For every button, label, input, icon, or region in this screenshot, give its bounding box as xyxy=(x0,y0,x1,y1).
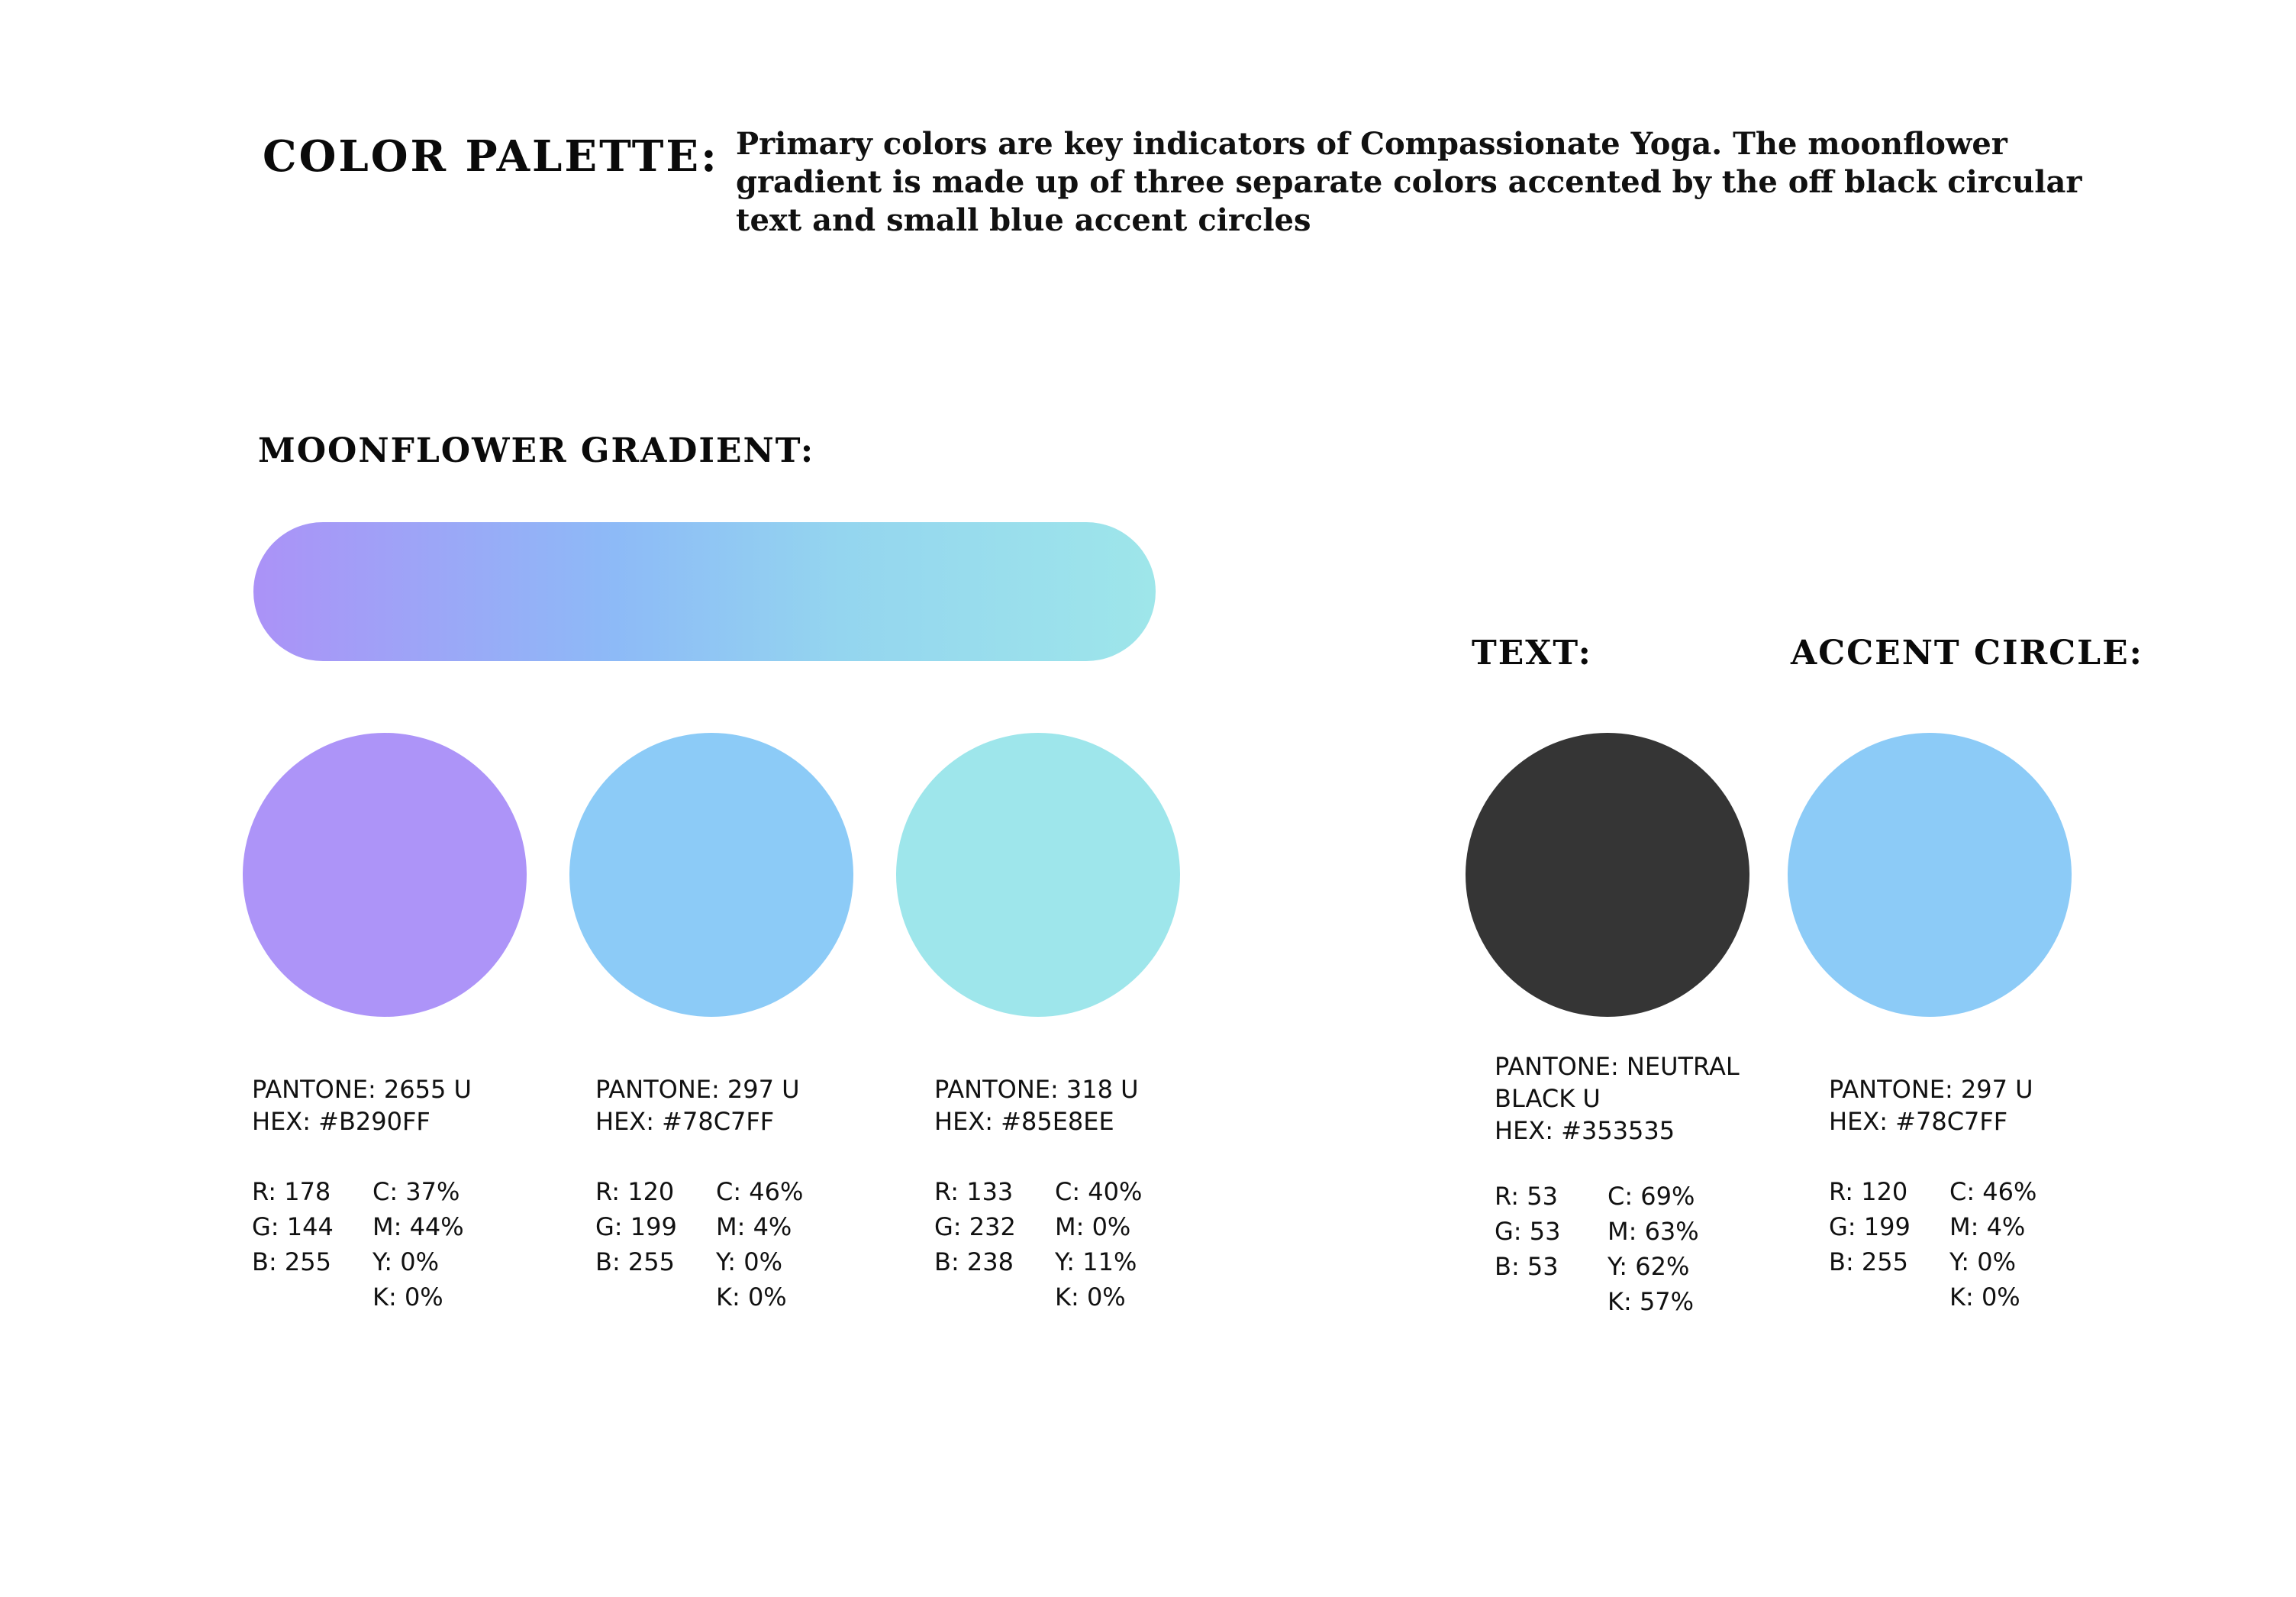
color-values xyxy=(595,1174,804,1327)
color-values xyxy=(252,1174,472,1327)
accent-circle-heading: ACCENT CIRCLE: xyxy=(1791,634,2143,673)
cmyk-k: K: 0% xyxy=(1055,1282,1126,1311)
pantone-label: PANTONE: 2655 U xyxy=(252,1075,472,1104)
rgb-b: B: 255 xyxy=(595,1247,675,1276)
moonflower-gradient-bar xyxy=(253,522,1156,661)
palette-description: Primary colors are key indicators of Compassionate Yoga. The moonflower gradient is made up of three separate colors accented by the off black circular text and small blue accent circles xyxy=(736,126,2082,238)
swatch-pantone-2655 xyxy=(243,733,527,1017)
rgb-g: G: 199 xyxy=(595,1212,677,1241)
cmyk-m: M: 4% xyxy=(716,1212,792,1241)
swatch-pantone-297 xyxy=(569,733,853,1017)
rgb-g: G: 199 xyxy=(1829,1212,1911,1241)
cmyk-k: K: 0% xyxy=(716,1282,787,1311)
color-info-318 xyxy=(934,1073,1143,1327)
cmyk-c: C: 37% xyxy=(372,1177,460,1206)
cmyk-k: K: 0% xyxy=(372,1282,443,1311)
hex-label: HEX: #85E8EE xyxy=(934,1107,1114,1136)
cmyk-c: C: 46% xyxy=(1949,1177,2037,1206)
cmyk-y: Y: 0% xyxy=(716,1247,783,1276)
cmyk-m: M: 0% xyxy=(1055,1212,1131,1241)
cmyk-k: K: 0% xyxy=(1949,1282,2020,1311)
hex-label: HEX: #353535 xyxy=(1495,1116,1675,1145)
text-color-heading: TEXT: xyxy=(1472,634,1592,673)
rgb-r: R: 120 xyxy=(1829,1177,1908,1206)
cmyk-m: M: 63% xyxy=(1608,1217,1699,1246)
moonflower-gradient-heading: MOONFLOWER GRADIENT: xyxy=(258,431,815,470)
rgb-g: G: 144 xyxy=(252,1212,334,1241)
cmyk-y: Y: 11% xyxy=(1055,1247,1137,1276)
color-values xyxy=(1829,1174,2037,1327)
rgb-b: B: 255 xyxy=(252,1247,331,1276)
rgb-g: G: 53 xyxy=(1495,1217,1561,1246)
hex-label: HEX: #B290FF xyxy=(252,1107,430,1136)
pantone-label: PANTONE: 297 U xyxy=(595,1075,800,1104)
cmyk-m: M: 4% xyxy=(1949,1212,2026,1241)
color-info-neutral-black xyxy=(1495,1050,1785,1331)
swatch-accent-297 xyxy=(1788,733,2072,1017)
cmyk-c: C: 40% xyxy=(1055,1177,1143,1206)
cmyk-y: Y: 0% xyxy=(1949,1247,2017,1276)
rgb-r: R: 178 xyxy=(252,1177,331,1206)
cmyk-k: K: 57% xyxy=(1608,1287,1695,1316)
color-values xyxy=(1495,1179,1785,1331)
rgb-b: B: 238 xyxy=(934,1247,1014,1276)
color-values xyxy=(934,1174,1143,1327)
cmyk-y: Y: 0% xyxy=(372,1247,440,1276)
cmyk-c: C: 46% xyxy=(716,1177,804,1206)
page-title: COLOR PALETTE: xyxy=(263,131,719,182)
pantone-label: PANTONE: NEUTRAL BLACK U xyxy=(1495,1052,1740,1113)
cmyk-c: C: 69% xyxy=(1608,1182,1695,1211)
cmyk-m: M: 44% xyxy=(372,1212,464,1241)
rgb-r: R: 120 xyxy=(595,1177,675,1206)
rgb-r: R: 53 xyxy=(1495,1182,1558,1211)
rgb-g: G: 232 xyxy=(934,1212,1016,1241)
hex-label: HEX: #78C7FF xyxy=(1829,1107,2008,1136)
pantone-label: PANTONE: 318 U xyxy=(934,1075,1139,1104)
swatch-pantone-318 xyxy=(896,733,1180,1017)
pantone-label: PANTONE: 297 U xyxy=(1829,1075,2033,1104)
rgb-r: R: 133 xyxy=(934,1177,1014,1206)
color-info-2655 xyxy=(252,1073,472,1327)
cmyk-y: Y: 62% xyxy=(1608,1252,1690,1281)
rgb-b: B: 255 xyxy=(1829,1247,1908,1276)
color-info-297 xyxy=(595,1073,804,1327)
swatch-neutral-black xyxy=(1466,733,1749,1017)
color-info-accent-297 xyxy=(1829,1073,2037,1327)
hex-label: HEX: #78C7FF xyxy=(595,1107,775,1136)
rgb-b: B: 53 xyxy=(1495,1252,1559,1281)
